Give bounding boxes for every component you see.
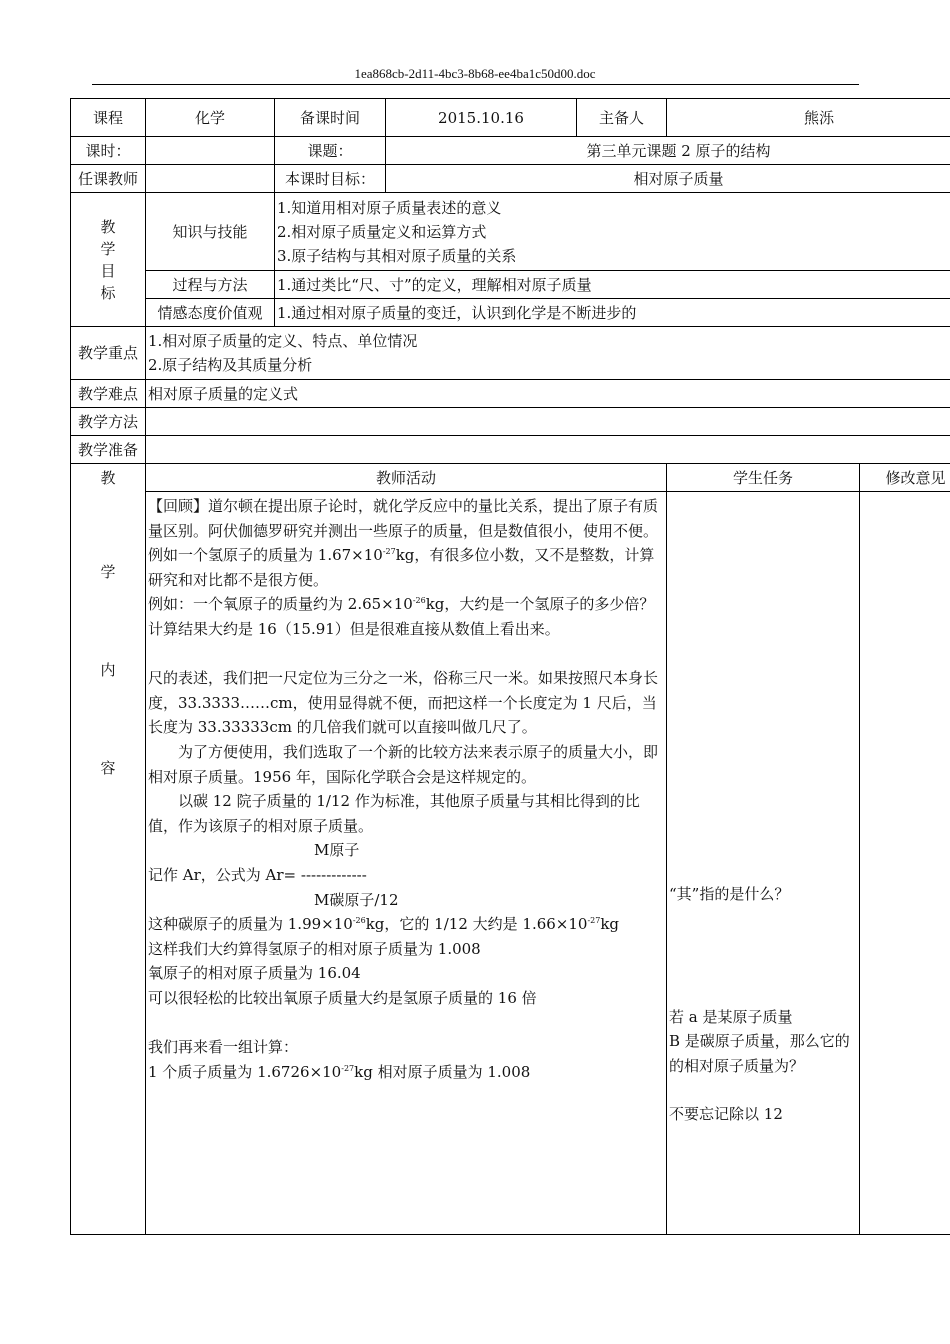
objectives-label-char: 标 <box>100 283 116 302</box>
exponent: -26 <box>352 916 366 926</box>
goal-label: 本课时目标： <box>275 165 386 193</box>
lesson-plan-table <box>70 98 950 1235</box>
knowledge-item: 3.原子结构与其相对原子质量的关系 <box>277 246 517 265</box>
teacher-paragraph: 以碳 12 院子质量的 1/12 作为标准，其他原子质量与其相比得到的比值，作为该原子的相对原子质量。 <box>148 792 640 835</box>
course-label: 课程 <box>71 99 146 137</box>
exponent: -27 <box>587 916 601 926</box>
method-text <box>146 408 950 436</box>
teacher-paragraph: 为了方便使用，我们选取了一个新的比较方法来表示原子的质量大小，即相对原子质量。1956 年，国际化学联合会是这样规定的。 <box>148 742 659 786</box>
objectives-label-char: 学 <box>100 239 116 258</box>
text-run: 这种碳原子的质量为 1.99×10 <box>148 915 353 934</box>
row-content-header <box>71 464 950 492</box>
text-run: kg，有很多位小数，又不是整数，计算研究和对比都不是很方便。 <box>148 546 655 589</box>
knowledge-item: 1.知道用相对原子质量表述的意义 <box>277 198 502 217</box>
blank-area <box>669 907 857 1005</box>
teacher-paragraph: 氧原子的相对原子质量为 16.04 <box>148 964 361 983</box>
text-run: kg <box>600 915 620 934</box>
row-key-points <box>71 327 950 380</box>
formula-numerator: M原子 <box>314 841 360 860</box>
content-label-char: 内 <box>100 661 116 679</box>
row-process <box>71 271 950 299</box>
preparation-label: 教学准备 <box>71 436 146 464</box>
text-run: kg，大约是一个氢原子的多少倍？ <box>425 595 655 614</box>
text-run: 1 个质子质量为 1.6726×10 <box>148 1062 342 1081</box>
difficulty-text: 相对原子质量的定义式 <box>146 380 950 408</box>
teacher-paragraph <box>148 912 664 937</box>
revision-cell <box>860 492 950 1235</box>
row-emotion <box>71 299 950 327</box>
period-value <box>146 137 275 165</box>
process-label: 过程与方法 <box>146 271 275 299</box>
course-value: 化学 <box>146 99 275 137</box>
document-filename: 1ea868cb-2d11-4bc3-8b68-ee4ba1c50d00.doc <box>354 66 596 81</box>
knowledge-items <box>275 193 950 271</box>
blank-line <box>148 1010 664 1035</box>
formula-denominator: M碳原子/12 <box>314 890 399 909</box>
row-difficulty <box>71 380 950 408</box>
emotion-text: 1.通过相对原子质量的变迁，认识到化学是不断进步的 <box>275 299 950 327</box>
objectives-label <box>71 193 146 327</box>
key-points-label: 教学重点 <box>71 327 146 380</box>
preparer-value: 熊泺 <box>667 99 950 137</box>
knowledge-label: 知识与技能 <box>146 193 275 271</box>
teacher-paragraph <box>148 543 664 592</box>
prep-time-value: 2015.10.16 <box>386 99 577 137</box>
row-preparation <box>71 436 950 464</box>
student-task-item: B 是碳原子质量，那么它的的相对原子质量为？ <box>669 1032 850 1075</box>
exponent: -27 <box>341 1063 355 1073</box>
exponent: -26 <box>412 596 426 606</box>
prep-time-label: 备课时间 <box>275 99 386 137</box>
key-point-item: 1.相对原子质量的定义、特点、单位情况 <box>148 332 418 350</box>
teacher-activity-cell <box>146 492 667 1235</box>
text-run: 例如：一个氧原子的质量约为 2.65×10 <box>148 595 413 614</box>
student-task-item: 若 a 是某原子质量 <box>669 1007 793 1026</box>
method-label: 教学方法 <box>71 408 146 436</box>
difficulty-label: 教学难点 <box>71 380 146 408</box>
blank-area <box>669 1078 857 1102</box>
row-teacher <box>71 165 950 193</box>
teacher-paragraph: 计算结果大约是 16（15.91）但是很难直接从数值上看出来。 <box>148 619 560 638</box>
student-task-cell <box>667 492 860 1235</box>
text-run: kg，它的 1/12 大约是 1.66×10 <box>365 915 588 934</box>
student-task-item: “其”指的是什么？ <box>669 885 790 903</box>
goal-value: 相对原子质量 <box>386 165 950 193</box>
objectives-label-char: 目 <box>100 261 116 280</box>
text-run: kg 相对原子质量为 1.008 <box>354 1062 531 1081</box>
objectives-label-char: 教 <box>100 217 116 236</box>
header-rule <box>92 84 859 85</box>
blank-line <box>148 642 664 667</box>
teacher-paragraph: 我们再来看一组计算： <box>148 1038 299 1057</box>
topic-label: 课题： <box>275 137 386 165</box>
exponent: -27 <box>382 547 396 557</box>
teacher-value <box>146 165 275 193</box>
row-content <box>71 492 950 1235</box>
row-method <box>71 408 950 436</box>
teacher-paragraph <box>148 592 664 617</box>
key-points-items <box>146 327 950 380</box>
content-label-char: 教 <box>100 469 116 487</box>
period-label: 课时： <box>71 137 146 165</box>
row-knowledge <box>71 193 950 271</box>
teacher-paragraph: 尺的表述，我们把一尺定位为三分之一米，俗称三尺一米。如果按照尺本身长度，33.3333……cm，使用显得就不便，而把这样一个长度定为 1 尺后，当长度为 33.33333cm 的几倍我们就可以直接叫做几尺了。 <box>148 669 659 737</box>
teacher-paragraph: 可以很轻松的比较出氧原子质量大约是氢原子质量的 16 倍 <box>148 988 537 1007</box>
blank-area <box>669 492 857 882</box>
teacher-label: 任课教师 <box>71 165 146 193</box>
process-text: 1.通过类比“尺、寸”的定义，理解相对原子质量 <box>275 271 950 299</box>
row-course <box>71 99 950 137</box>
content-label-char: 学 <box>100 563 116 581</box>
formula-line: 记作 Ar，公式为 Ar= ------------- <box>148 865 367 884</box>
key-point-item: 2.原子结构及其质量分析 <box>148 356 313 374</box>
topic-value: 第三单元课题 2 原子的结构 <box>386 137 950 165</box>
teacher-activity-header: 教师活动 <box>146 464 667 492</box>
content-label-char: 容 <box>100 759 116 777</box>
student-task-item: 不要忘记除以 12 <box>669 1105 783 1124</box>
teacher-paragraph: 这样我们大约算得氢原子的相对原子质量为 1.008 <box>148 939 481 958</box>
emotion-label: 情感态度价值观 <box>146 299 275 327</box>
preparation-text <box>146 436 950 464</box>
row-period <box>71 137 950 165</box>
teacher-paragraph <box>148 1060 664 1085</box>
text-run: 例如一个氢原子的质量为 1.67×10 <box>148 546 383 565</box>
preparer-label: 主备人 <box>577 99 667 137</box>
knowledge-item: 2.相对原子质量定义和运算方式 <box>277 222 487 241</box>
content-label <box>71 464 146 1235</box>
student-task-header: 学生任务 <box>667 464 860 492</box>
revision-header: 修改意见 <box>860 464 950 492</box>
teacher-paragraph: 【回顾】道尔顿在提出原子论时，就化学反应中的量比关系，提出了原子有质量区别。阿伏伽德罗研究并测出一些原子的质量，但是数值很小，使用不便。 <box>148 497 659 540</box>
